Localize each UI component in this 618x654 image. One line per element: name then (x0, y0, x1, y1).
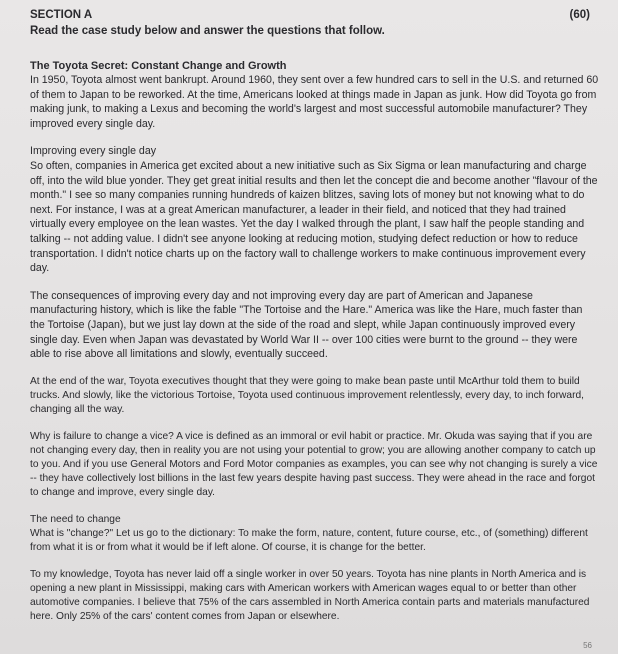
page-number: 56 (583, 641, 592, 650)
paragraph-1: In 1950, Toyota almost went bankrupt. Around 1960, they sent over a few hundred cars to sell in the U.S. and returned 60 of them to Japan to be reworked. At the time, Americans looked at things made in Japan as junk. How did Toyota go from making junk, to making a Lexus and becoming the world's largest and most successful automobile manufacturer? They improved every single day. (30, 74, 599, 130)
subheading-need-to-change: The need to change (30, 513, 121, 525)
paragraph-2: So often, companies in America get excited about a new initiative such as Six Sigma or lean manufacturing and charge off, into the wild blue yonder. They get great initial results and then let the concept die and become another "flavour of the month." I see so many companies running hundreds of kaizen blitzes, saving lots of money but not knowing what to do next. For instance, I was at a great American manufacturer, a leader in their field, and noticed that they had trained virtually every employee on the lean wastes. Yet the day I walked through the plant, I saw half the people standing and talking -- not adding value. I didn't see anyone looking at reducing motion, studying defect reduction or how to reduce transportation. I didn't notice charts up on the factory wall to challenge workers to make continuous improvement every day. (30, 159, 598, 275)
marks-label: (60) (569, 9, 590, 21)
subheading-improving: Improving every single day (30, 145, 157, 158)
paragraph-5: Why is failure to change a vice? A vice is defined as an immoral or evil habit or practice. Mr. Okuda was saying that if you are not changing every day, then in reality you are not using your potential to grow; you are allowing another company to catch up to you. And if you use General Motors and Ford Motor companies as examples, you can see why not changing is surely a vice -- they have collectively lost billions in the last few years despite having past success. They were ahead in the race and forgot to change and improve, every single day. (30, 430, 598, 498)
header (30, 8, 600, 22)
paragraph-4: At the end of the war, Toyota executives thought that they were going to make bean paste until McArthur told them to build trucks. And slowly, like the victorious Tortoise, Toyota used continuous improvement relentlessly, every day, to inch forward, changing all the way. (30, 375, 584, 415)
paragraph-7: To my knowledge, Toyota has never laid off a single worker in over 50 years. Toyota has nine plants in North America and is opening a new plant in Mississippi, making cars with American workers with American wages equal to or better than other automotive companies. I believe that 75% of the cars assembled in North America contain parts and materials manufactured here. Only 25% of the cars' content comes from Japan or elsewhere. (30, 568, 590, 622)
paragraph-3: The consequences of improving every day and not improving every day are part of American and Japanese manufacturing history, which is like the fable "The Tortoise and the Hare." America was like the Hare, much faster than the Tortoise (Japan), but we just lay down at the side of the road and slept, while Japan continuously improved every single day. Even when Japan was devastated by World War II -- over 100 cities were burnt to the ground -- they were able to rise above all limitations and slowly, eventually succeed. (30, 289, 583, 361)
instruction: Read the case study below and answer the questions that follow. (30, 25, 385, 37)
paragraph-6: What is "change?" Let us go to the dictionary: To make the form, nature, content, future course, etc., of (something) different from what it is or from what it would be if left alone. Of course, it is change for the better. (30, 527, 588, 553)
case-study-title: The Toyota Secret: Constant Change and Growth (30, 60, 287, 72)
section-label: SECTION A (30, 9, 93, 21)
